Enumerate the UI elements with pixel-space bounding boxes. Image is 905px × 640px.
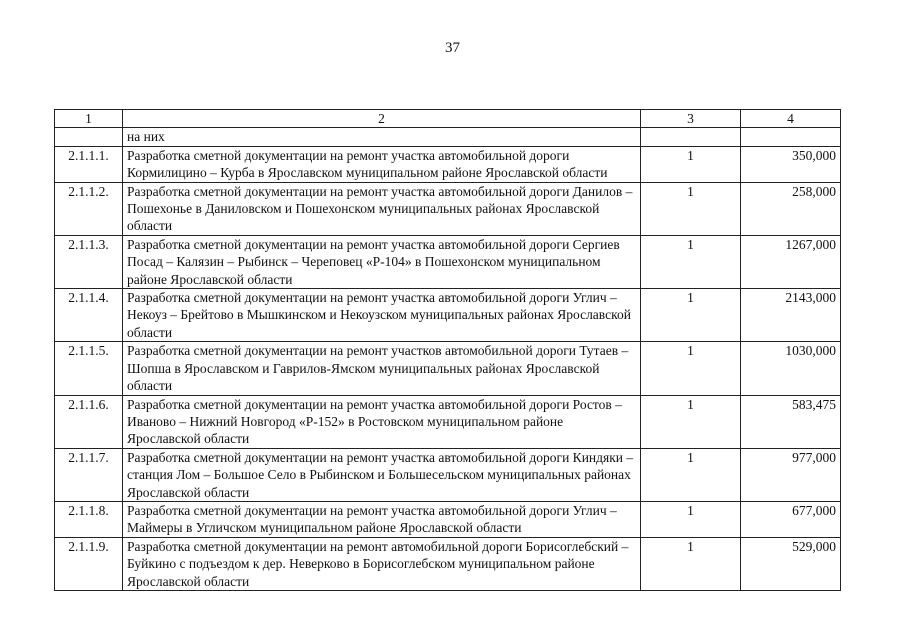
row-amount: 677,000 [741, 501, 841, 537]
row-description: Разработка сметной документации на ремонт участка автомобильной дороги Ростов – Иваново – Нижний Новгород «Р-152» в Ростовском муниципальном районе Ярославской области [123, 395, 641, 448]
row-amount: 2143,000 [741, 289, 841, 342]
table-row [55, 448, 841, 501]
row-quantity: 1 [641, 342, 741, 395]
row-number: 2.1.1.2. [55, 182, 123, 235]
table-row [55, 146, 841, 182]
table-row [55, 182, 841, 235]
row-quantity: 1 [641, 289, 741, 342]
column-header: 3 [641, 110, 741, 128]
table-row [55, 289, 841, 342]
row-description: Разработка сметной документации на ремонт участка автомобильной дороги Кормилицино – Курба в Ярославском муниципальном районе Ярославской области [123, 146, 641, 182]
row-quantity: 1 [641, 448, 741, 501]
row-amount: 529,000 [741, 537, 841, 590]
column-header: 2 [123, 110, 641, 128]
table-row [55, 501, 841, 537]
continuation-row [55, 128, 841, 146]
column-header: 4 [741, 110, 841, 128]
row-description: Разработка сметной документации на ремонт участка автомобильной дороги Сергиев Посад – Калязин – Рыбинск – Череповец «Р-104» в Пошехонском муниципальном районе Ярославской области [123, 235, 641, 288]
continuation-text: на них [123, 128, 641, 146]
row-quantity: 1 [641, 537, 741, 590]
row-number: 2.1.1.7. [55, 448, 123, 501]
table-row [55, 537, 841, 590]
row-number: 2.1.1.6. [55, 395, 123, 448]
row-quantity: 1 [641, 146, 741, 182]
row-number: 2.1.1.3. [55, 235, 123, 288]
row-description: Разработка сметной документации на ремонт участка автомобильной дороги Данилов – Пошехонье в Даниловском и Пошехонском муниципальных районах Ярославской области [123, 182, 641, 235]
row-description: Разработка сметной документации на ремонт участка автомобильной дороги Углич – Некоуз – Брейтово в Мышкинском и Некоузском муниципальных районах Ярославской области [123, 289, 641, 342]
row-amount: 977,000 [741, 448, 841, 501]
empty-cell [641, 128, 741, 146]
row-quantity: 1 [641, 235, 741, 288]
row-quantity: 1 [641, 501, 741, 537]
row-number: 2.1.1.9. [55, 537, 123, 590]
table-header-row [55, 110, 841, 128]
page-number: 37 [445, 40, 460, 56]
table-row [55, 395, 841, 448]
row-amount: 350,000 [741, 146, 841, 182]
table-row [55, 235, 841, 288]
row-quantity: 1 [641, 182, 741, 235]
row-amount: 1267,000 [741, 235, 841, 288]
row-description: Разработка сметной документации на ремонт автомобильной дороги Борисоглебский – Буйкино с подъездом к дер. Неверково в Борисоглебском муниципальном районе Ярославской области [123, 537, 641, 590]
row-amount: 258,000 [741, 182, 841, 235]
row-description: Разработка сметной документации на ремонт участков автомобильной дороги Тутаев – Шопша в Ярославском и Гаврилов-Ямском муниципальных районах Ярославской области [123, 342, 641, 395]
row-description: Разработка сметной документации на ремонт участка автомобильной дороги Углич – Маймеры в Угличском муниципальном районе Ярославской области [123, 501, 641, 537]
row-amount: 1030,000 [741, 342, 841, 395]
column-header: 1 [55, 110, 123, 128]
table-row [55, 342, 841, 395]
row-quantity: 1 [641, 395, 741, 448]
row-number: 2.1.1.5. [55, 342, 123, 395]
row-number: 2.1.1.1. [55, 146, 123, 182]
row-description: Разработка сметной документации на ремонт участка автомобильной дороги Киндяки – станция Лом – Большое Село в Рыбинском и Большесельском муниципальных районах Ярославской области [123, 448, 641, 501]
budget-table [54, 109, 841, 591]
row-number: 2.1.1.8. [55, 501, 123, 537]
row-amount: 583,475 [741, 395, 841, 448]
empty-cell [741, 128, 841, 146]
empty-cell [55, 128, 123, 146]
row-number: 2.1.1.4. [55, 289, 123, 342]
